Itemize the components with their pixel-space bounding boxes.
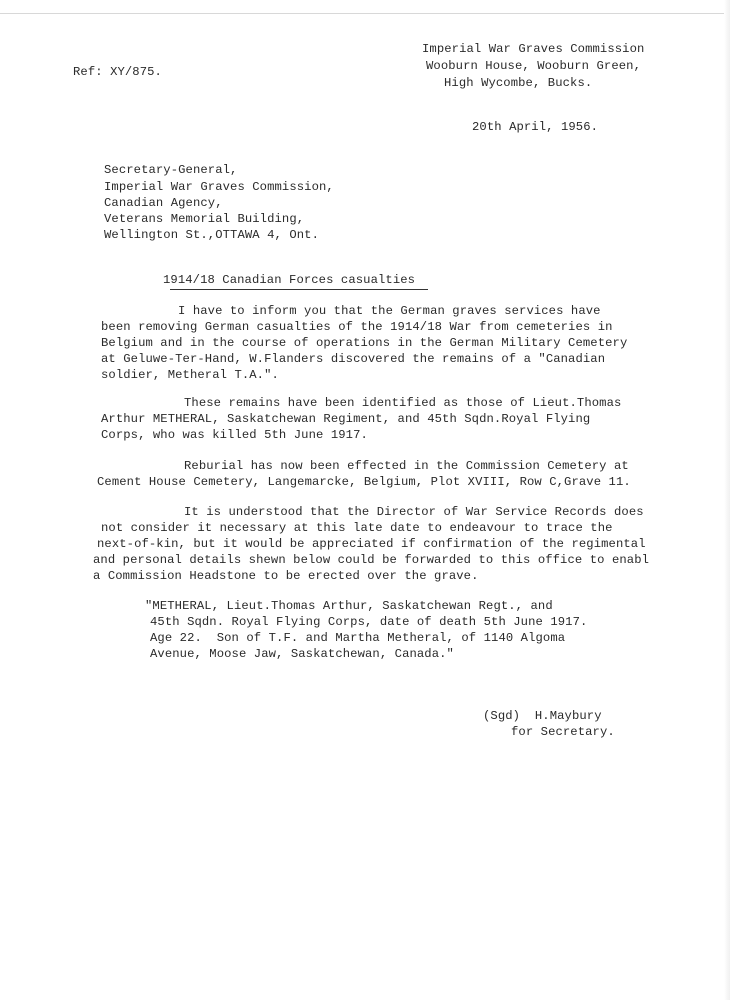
recipient-line-5: Wellington St.,OTTAWA 4, Ont. — [104, 228, 319, 242]
p2-line-1: These remains have been identified as those of Lieut.Thomas — [184, 396, 622, 410]
subject-underline — [170, 289, 428, 290]
recipient-line-1: Secretary-General, — [104, 163, 238, 177]
reference-number: Ref: XY/875. — [73, 65, 162, 79]
p1-line-4: at Geluwe-Ter-Hand, W.Flanders discovered the remains of a "Canadian — [101, 352, 606, 366]
p1-line-2: been removing German casualties of the 1914/18 War from cemeteries in — [101, 320, 613, 334]
letter-date: 20th April, 1956. — [472, 120, 599, 134]
p4-line-1: It is understood that the Director of War Service Records does — [184, 505, 644, 519]
p3-line-2: Cement House Cemetery, Langemarcke, Belgium, Plot XVIII, Row C,Grave 11. — [97, 475, 631, 489]
signature-name: (Sgd) H.Maybury — [483, 709, 602, 723]
page-top-edge — [0, 13, 730, 14]
p2-line-3: Corps, who was killed 5th June 1917. — [101, 428, 368, 442]
sender-line-1: Imperial War Graves Commission — [422, 42, 645, 56]
p4-line-5: a Commission Headstone to be erected over the grave. — [93, 569, 479, 583]
p4-line-2: not consider it necessary at this late date to endeavour to trace the — [101, 521, 613, 535]
quote-line-3: Age 22. Son of T.F. and Martha Metheral, of 1140 Algoma — [150, 631, 566, 645]
p4-line-3: next-of-kin, but it would be appreciated if confirmation of the regimental — [97, 537, 646, 551]
p4-line-4: and personal details shewn below could be forwarded to this office to enabl — [93, 553, 650, 567]
p1-line-3: Belgium and in the course of operations in the German Military Cemetery — [101, 336, 628, 350]
sender-line-2: Wooburn House, Wooburn Green, — [426, 59, 641, 73]
recipient-line-3: Canadian Agency, — [104, 196, 223, 210]
p1-line-5: soldier, Metheral T.A.". — [101, 368, 279, 382]
quote-line-2: 45th Sqdn. Royal Flying Corps, date of death 5th June 1917. — [150, 615, 588, 629]
p1-line-1: I have to inform you that the German graves services have — [178, 304, 601, 318]
page-right-edge-shadow — [724, 0, 730, 1000]
sender-line-3: High Wycombe, Bucks. — [444, 76, 593, 90]
subject-heading: 1914/18 Canadian Forces casualties — [163, 273, 416, 287]
quote-line-4: Avenue, Moose Jaw, Saskatchewan, Canada." — [150, 647, 454, 661]
p3-line-1: Reburial has now been effected in the Commission Cemetery at — [184, 459, 629, 473]
recipient-line-4: Veterans Memorial Building, — [104, 212, 305, 226]
quote-line-1: "METHERAL, Lieut.Thomas Arthur, Saskatchewan Regt., and — [145, 599, 553, 613]
signature-role: for Secretary. — [511, 725, 615, 739]
recipient-line-2: Imperial War Graves Commission, — [104, 180, 334, 194]
p2-line-2: Arthur METHERAL, Saskatchewan Regiment, and 45th Sqdn.Royal Flying — [101, 412, 591, 426]
